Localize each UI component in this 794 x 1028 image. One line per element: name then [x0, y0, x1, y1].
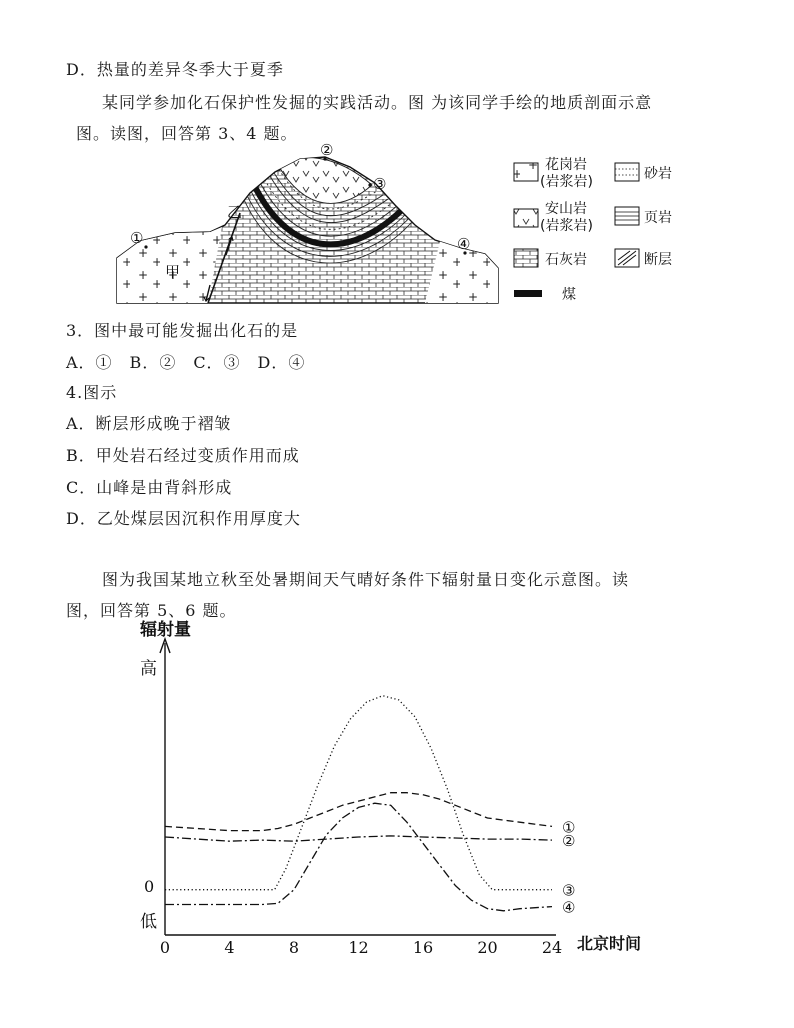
- legend-granite-label-1: 花岗岩: [545, 157, 587, 173]
- series-label-2: ②: [562, 832, 576, 851]
- question-3-stem: 3．图中最可能发掘出化石的是: [66, 321, 299, 340]
- marker-4: ④: [457, 235, 471, 253]
- x-tick-labels: [160, 938, 562, 957]
- series-label-1: ①: [562, 818, 576, 837]
- legend-coal-label: 煤: [562, 287, 576, 303]
- series-line-1: [165, 793, 552, 831]
- series-label-4: ④: [562, 898, 576, 917]
- question-4-option-d: D．乙处煤层因沉积作用厚度大: [66, 509, 301, 528]
- legend-shale-label: 页岩: [644, 210, 672, 226]
- marker-jia: 甲: [165, 263, 181, 281]
- legend-granite-swatch: [514, 163, 538, 181]
- marker-1: ①: [130, 229, 144, 247]
- intro-paragraph-2-line-1: 图为我国某地立秋至处暑期间天气晴好条件下辐射量日变化示意图。读: [102, 570, 630, 589]
- series-line-3: [165, 696, 552, 890]
- intro-paragraph-1-line-2: 图。读图，回答第 3、4 题。: [76, 124, 298, 143]
- legend-coal-swatch: [514, 290, 542, 297]
- legend-granite-label-2: (岩浆岩): [540, 174, 593, 190]
- legend-andesite-swatch: [514, 209, 538, 227]
- series-line-4: [165, 803, 552, 911]
- x-tick-label: 12: [348, 938, 369, 957]
- intro-paragraph-2-line-2: 图，回答第 5、6 题。: [66, 601, 237, 620]
- x-axis-label: 北京时间: [577, 934, 642, 953]
- series-labels: [562, 818, 575, 916]
- legend-andesite-label-1: 安山岩: [545, 201, 587, 217]
- legend-sandstone-label: 砂岩: [644, 166, 672, 182]
- radiation-chart: [120, 615, 680, 960]
- legend-limestone-swatch: [514, 249, 538, 267]
- marker-2: ②: [320, 141, 334, 159]
- marker-3: ③: [373, 175, 387, 193]
- x-tick-label: 8: [288, 938, 300, 957]
- question-3-options: A．① B．② C．③ D．④: [66, 353, 306, 372]
- legend-sandstone-swatch: [615, 163, 639, 181]
- legend-limestone-label: 石灰岩: [545, 252, 587, 268]
- x-tick-label: 20: [477, 938, 498, 957]
- question-4-stem: 4.图示: [66, 383, 118, 402]
- legend-fault-label: 断层: [644, 252, 672, 268]
- x-tick-label: 24: [541, 938, 563, 957]
- y-zero-label: 0: [144, 877, 155, 896]
- legend-andesite-label-2: (岩浆岩): [540, 218, 593, 234]
- x-tick-label: 4: [224, 938, 235, 957]
- geologic-section-figure: [100, 135, 700, 310]
- legend: [514, 156, 672, 303]
- x-tick-label: 16: [412, 938, 434, 957]
- question-4-option-a: A．断层形成晚于褶皱: [66, 414, 232, 433]
- intro-paragraph-1-line-1: 某同学参加化石保护性发掘的实践活动。图 为该同学手绘的地质剖面示意: [102, 93, 653, 112]
- question-4-option-c: C．山峰是由背斜形成: [66, 478, 233, 497]
- series-label-3: ③: [562, 881, 576, 900]
- y-top-label: 高: [140, 659, 157, 679]
- x-tick-label: 0: [159, 938, 171, 957]
- marker-yi: 乙: [227, 203, 243, 221]
- series-lines: [165, 696, 552, 911]
- y-bottom-label: 低: [140, 912, 157, 932]
- question-4-option-b: B．甲处岩石经过变质作用而成: [66, 446, 300, 465]
- series-line-2: [165, 836, 552, 841]
- previous-option-d: D．热量的差异冬季大于夏季: [66, 60, 284, 79]
- y-axis-label: 辐射量: [140, 620, 191, 640]
- chart-axes: [160, 639, 556, 935]
